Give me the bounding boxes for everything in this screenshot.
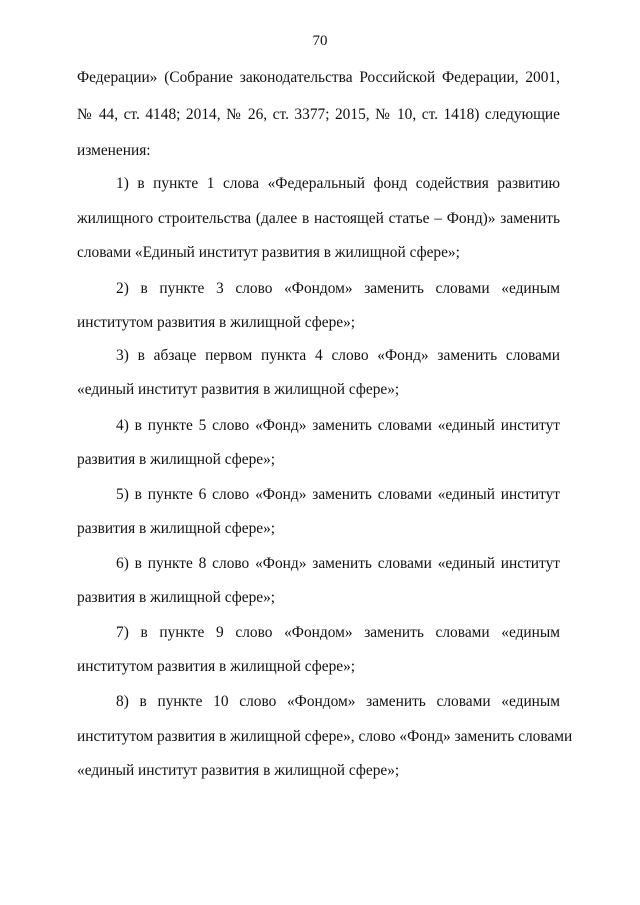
text-line: 4) в пункте 5 слово «Фонд» заменить словами «единый институт	[116, 417, 560, 434]
text-line: институтом развития в жилищной сфере», слово «Фонд» заменить словами	[77, 728, 573, 745]
text-line: развития в жилищной сфере»;	[77, 589, 276, 606]
text-line: 2) в пункте 3 слово «Фондом» заменить словами «единым	[116, 280, 560, 297]
text-line: 5) в пункте 6 слово «Фонд» заменить словами «единый институт	[116, 486, 560, 503]
text-line: изменения:	[77, 142, 151, 159]
text-line: развития в жилищной сфере»;	[77, 451, 276, 468]
text-line: жилищного строительства (далее в настоящей статье – Фонд)» заменить	[77, 210, 560, 227]
text-line: словами «Единый институт развития в жилищной сфере»;	[77, 244, 460, 261]
text-line: № 44, ст. 4148; 2014, № 26, ст. 3377; 2015, № 10, ст. 1418) следующие	[77, 106, 560, 123]
text-line: институтом развития в жилищной сфере»;	[77, 314, 356, 331]
text-line: 7) в пункте 9 слово «Фондом» заменить словами «единым	[116, 624, 560, 641]
text-line: Федерации» (Собрание законодательства Российской Федерации, 2001,	[77, 69, 560, 86]
page-number: 70	[312, 33, 328, 49]
text-line: «единый институт развития в жилищной сфере»;	[77, 762, 400, 779]
text-line: «единый институт развития в жилищной сфере»;	[77, 381, 400, 398]
text-line: 8) в пункте 10 слово «Фондом» заменить словами «единым	[116, 693, 560, 710]
text-line: 3) в абзаце первом пункта 4 слово «Фонд» заменить словами	[116, 347, 560, 364]
text-line: 1) в пункте 1 слова «Федеральный фонд содействия развитию	[116, 175, 560, 192]
text-line: 6) в пункте 8 слово «Фонд» заменить словами «единый институт	[116, 555, 560, 572]
text-line: институтом развития в жилищной сфере»;	[77, 658, 356, 675]
text-line: развития в жилищной сфере»;	[77, 520, 276, 537]
